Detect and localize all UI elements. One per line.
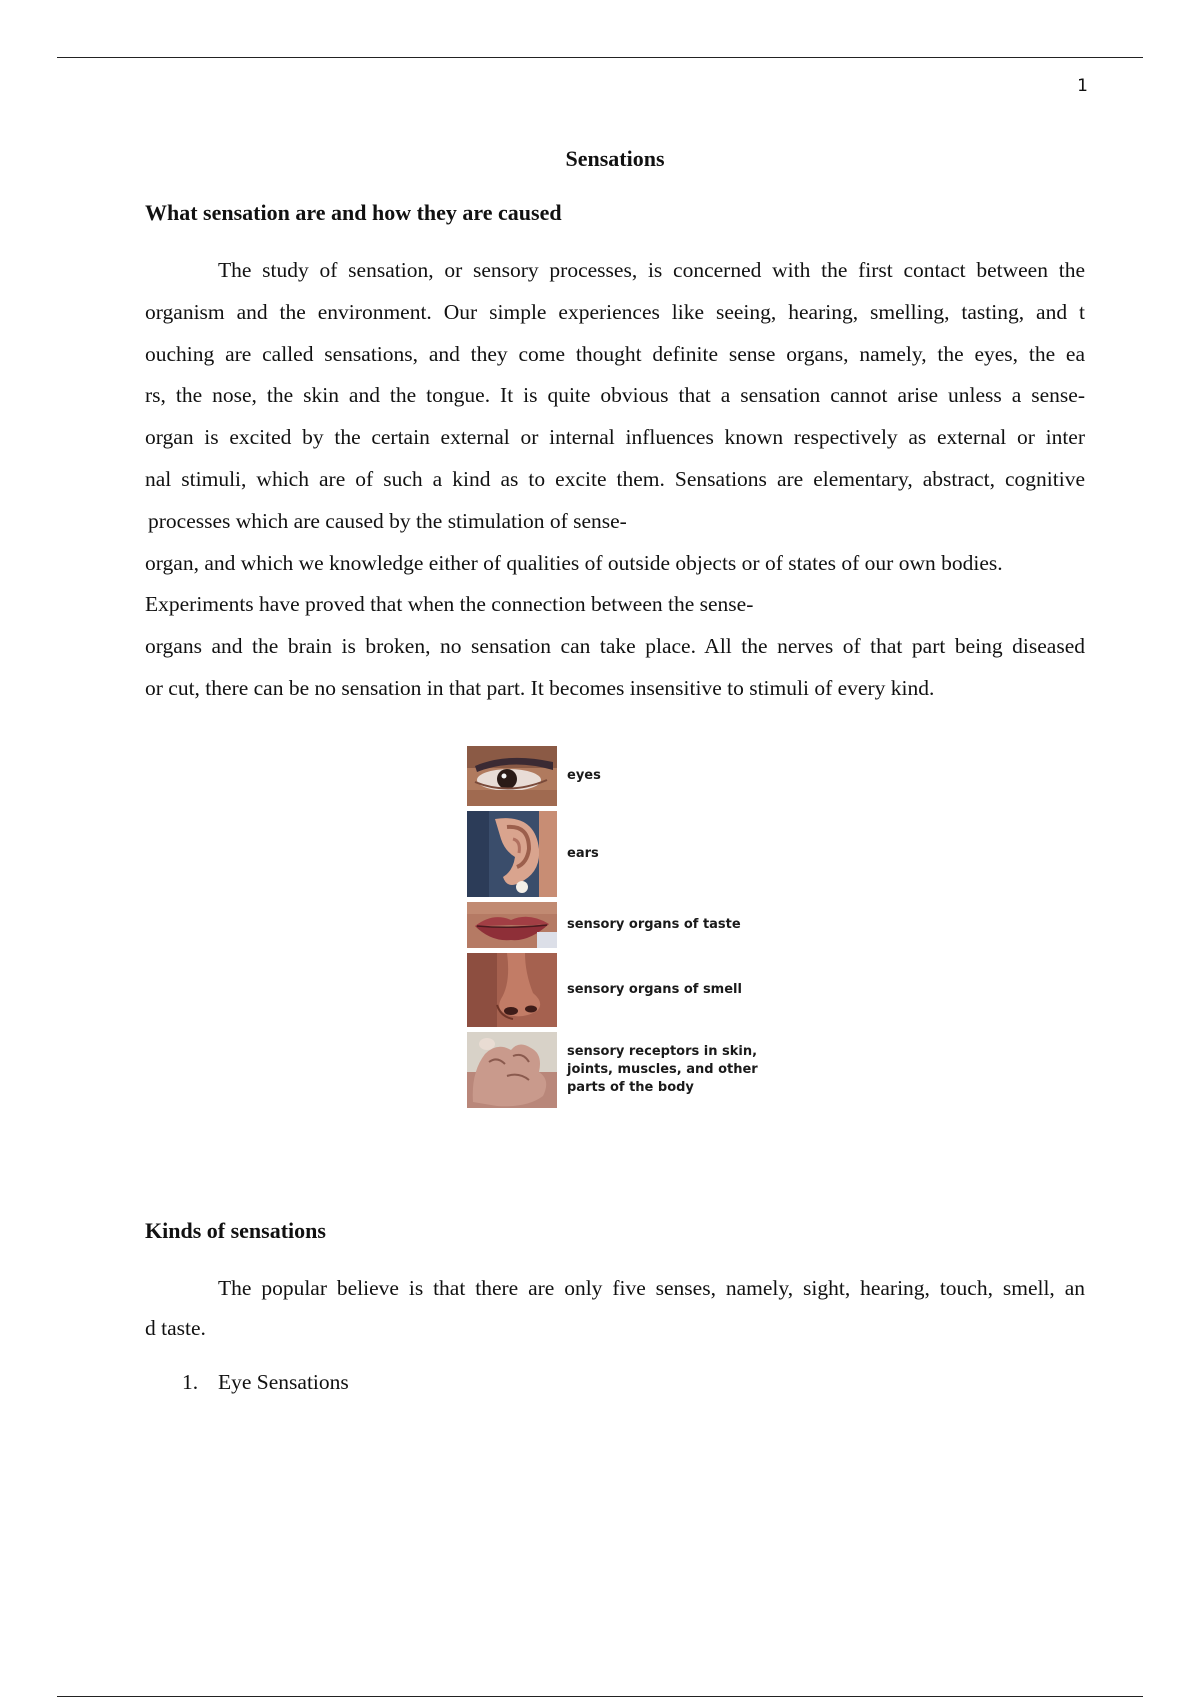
figure-label-eyes: eyes: [567, 767, 601, 783]
figure-row-eyes: [467, 746, 807, 806]
paragraph-line: organs and the brain is broken, no sensation can take place. All the nerves of that part being diseased: [145, 634, 1085, 659]
document-body: [145, 140, 1085, 1395]
page-number: 1: [1077, 76, 1088, 96]
paragraph-line: nal stimuli, which are of such a kind as to excite them. Sensations are elementary, abstract, cognitive: [145, 466, 1085, 491]
nose-photo-svg: [467, 953, 557, 1027]
figure-label-taste: sensory organs of taste: [567, 916, 741, 932]
figure-row-taste: [467, 902, 807, 948]
list-item-number: 1.: [182, 1369, 199, 1394]
sense-organs-figure: [467, 746, 807, 1108]
ear-photo-icon: [467, 811, 557, 897]
paragraph-line: organ is excited by the certain external or internal influences known respectively as external or inter: [145, 425, 1085, 450]
figure-row-ears: [467, 811, 807, 897]
paragraph-line: ouching are called sensations, and they come thought definite sense organs, namely, the eyes, the ea: [145, 341, 1085, 366]
figure-label-smell: sensory organs of smell: [567, 981, 742, 997]
paragraph-line: rs, the nose, the skin and the tongue. It is quite obvious that a sensation cannot arise unless a sense-: [145, 383, 1085, 408]
list-item-text: Eye Sensations: [218, 1369, 349, 1394]
header-rule: [57, 57, 1143, 58]
figure-row-smell: [467, 953, 807, 1027]
paragraph-line: d taste.: [145, 1315, 206, 1340]
figure-label-skin: sensory receptors in skin, joints, muscles, and other parts of the body: [567, 1043, 758, 1095]
nose-photo-icon: [467, 953, 557, 1027]
paragraph-line: organ, and which we knowledge either of qualities of outside objects or of states of our own bodies.: [145, 550, 1003, 575]
numbered-list-item: [182, 1370, 1085, 1395]
paragraph-line: The popular believe is that there are only five senses, namely, sight, hearing, touch, smell, an: [218, 1275, 1085, 1300]
hand-photo-icon: [467, 1032, 557, 1108]
eye-photo-icon: [467, 746, 557, 806]
hand-photo-svg: [467, 1032, 557, 1108]
paragraph-line: organism and the environment. Our simple experiences like seeing, hearing, smelling, tasting, and t: [145, 299, 1085, 324]
section-heading-what-sensation: What sensation are and how they are caused: [145, 200, 562, 225]
figure-label-ears: ears: [567, 845, 599, 861]
document-title: Sensations: [565, 146, 665, 171]
ear-photo-svg: [467, 811, 557, 897]
paragraph-line: processes which are caused by the stimulation of sense-: [148, 508, 627, 533]
figure-row-skin: [467, 1032, 807, 1108]
eye-photo-svg: [467, 746, 557, 806]
footer-rule: [57, 1696, 1143, 1697]
paragraph-line: The study of sensation, or sensory processes, is concerned with the first contact between the: [218, 258, 1085, 282]
paragraph-kinds: [145, 1268, 1085, 1348]
paragraph-sensation-intro: [145, 250, 1085, 710]
paragraph-line: Experiments have proved that when the connection between the sense-: [145, 592, 754, 617]
paragraph-line: or cut, there can be no sensation in that part. It becomes insensitive to stimuli of every kind.: [145, 675, 935, 700]
lips-photo-svg: [467, 902, 557, 948]
section-heading-kinds: Kinds of sensations: [145, 1217, 326, 1243]
lips-photo-icon: [467, 902, 557, 948]
